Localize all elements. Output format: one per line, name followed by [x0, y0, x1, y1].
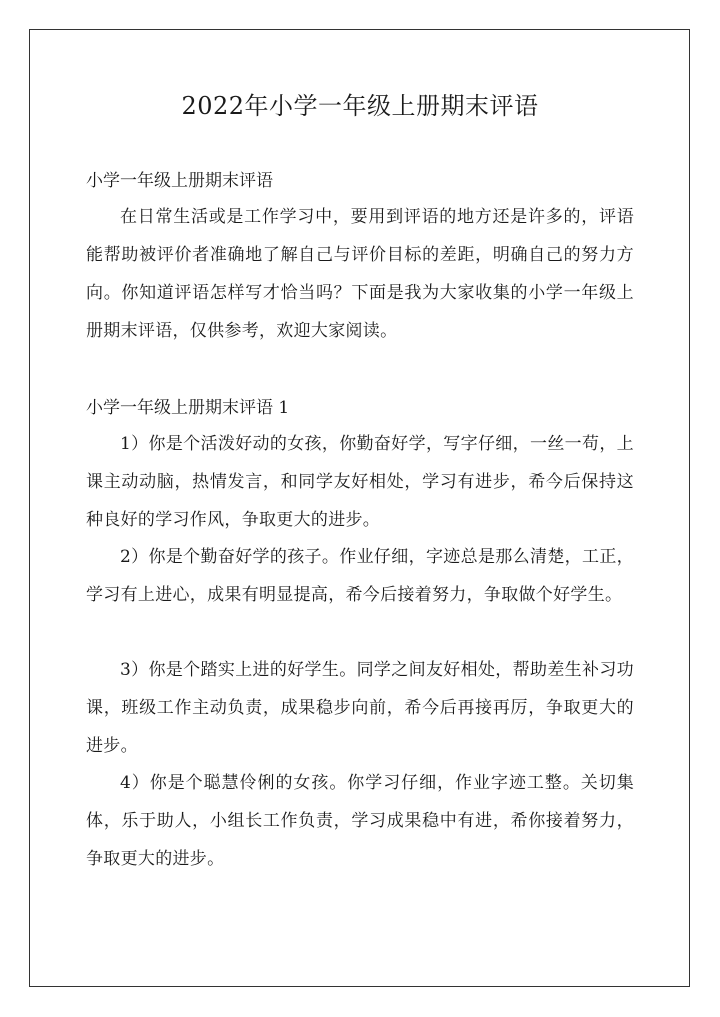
comment-paragraph-4: 4）你是个聪慧伶俐的女孩。你学习仔细，作业字迹工整。关切集体，乐于助人，小组长工作负责，学习成果稳中有进，希你接着努力，争取更大的进步。 [86, 773, 634, 869]
comment-paragraph-1: 1）你是个活泼好动的女孩，你勤奋好学，写字仔细，一丝一苟，上课主动动脑，热情发言，和同学友好相处，学习有进步，希今后保持这种良好的学习作风，争取更大的进步。 [86, 434, 634, 530]
intro-paragraph: 在日常生活或是工作学习中，要用到评语的地方还是许多的，评语能帮助被评价者准确地了解自己与评价目标的差距，明确自己的努力方向。你知道评语怎样写才恰当吗？下面是我为大家收集的小学一年级上册期末评语，仅供参考，欢迎大家阅读。 [86, 207, 634, 341]
section-heading: 小学一年级上册期末评语 [86, 171, 273, 191]
comment-paragraph-2: 2）你是个勤奋好学的孩子。作业仔细，字迹总是那么清楚，工正，学习有上进心，成果有明显提高，希今后接着努力，争取做个好学生。 [86, 547, 634, 605]
comment-paragraph-3: 3）你是个踏实上进的好学生。同学之间友好相处，帮助差生补习功课，班级工作主动负责，成果稳步向前，希今后再接再厉，争取更大的进步。 [86, 660, 634, 756]
comment-subheading: 小学一年级上册期末评语 1 [86, 398, 290, 418]
document-title: 2022年小学一年级上册期末评语 [181, 92, 539, 120]
